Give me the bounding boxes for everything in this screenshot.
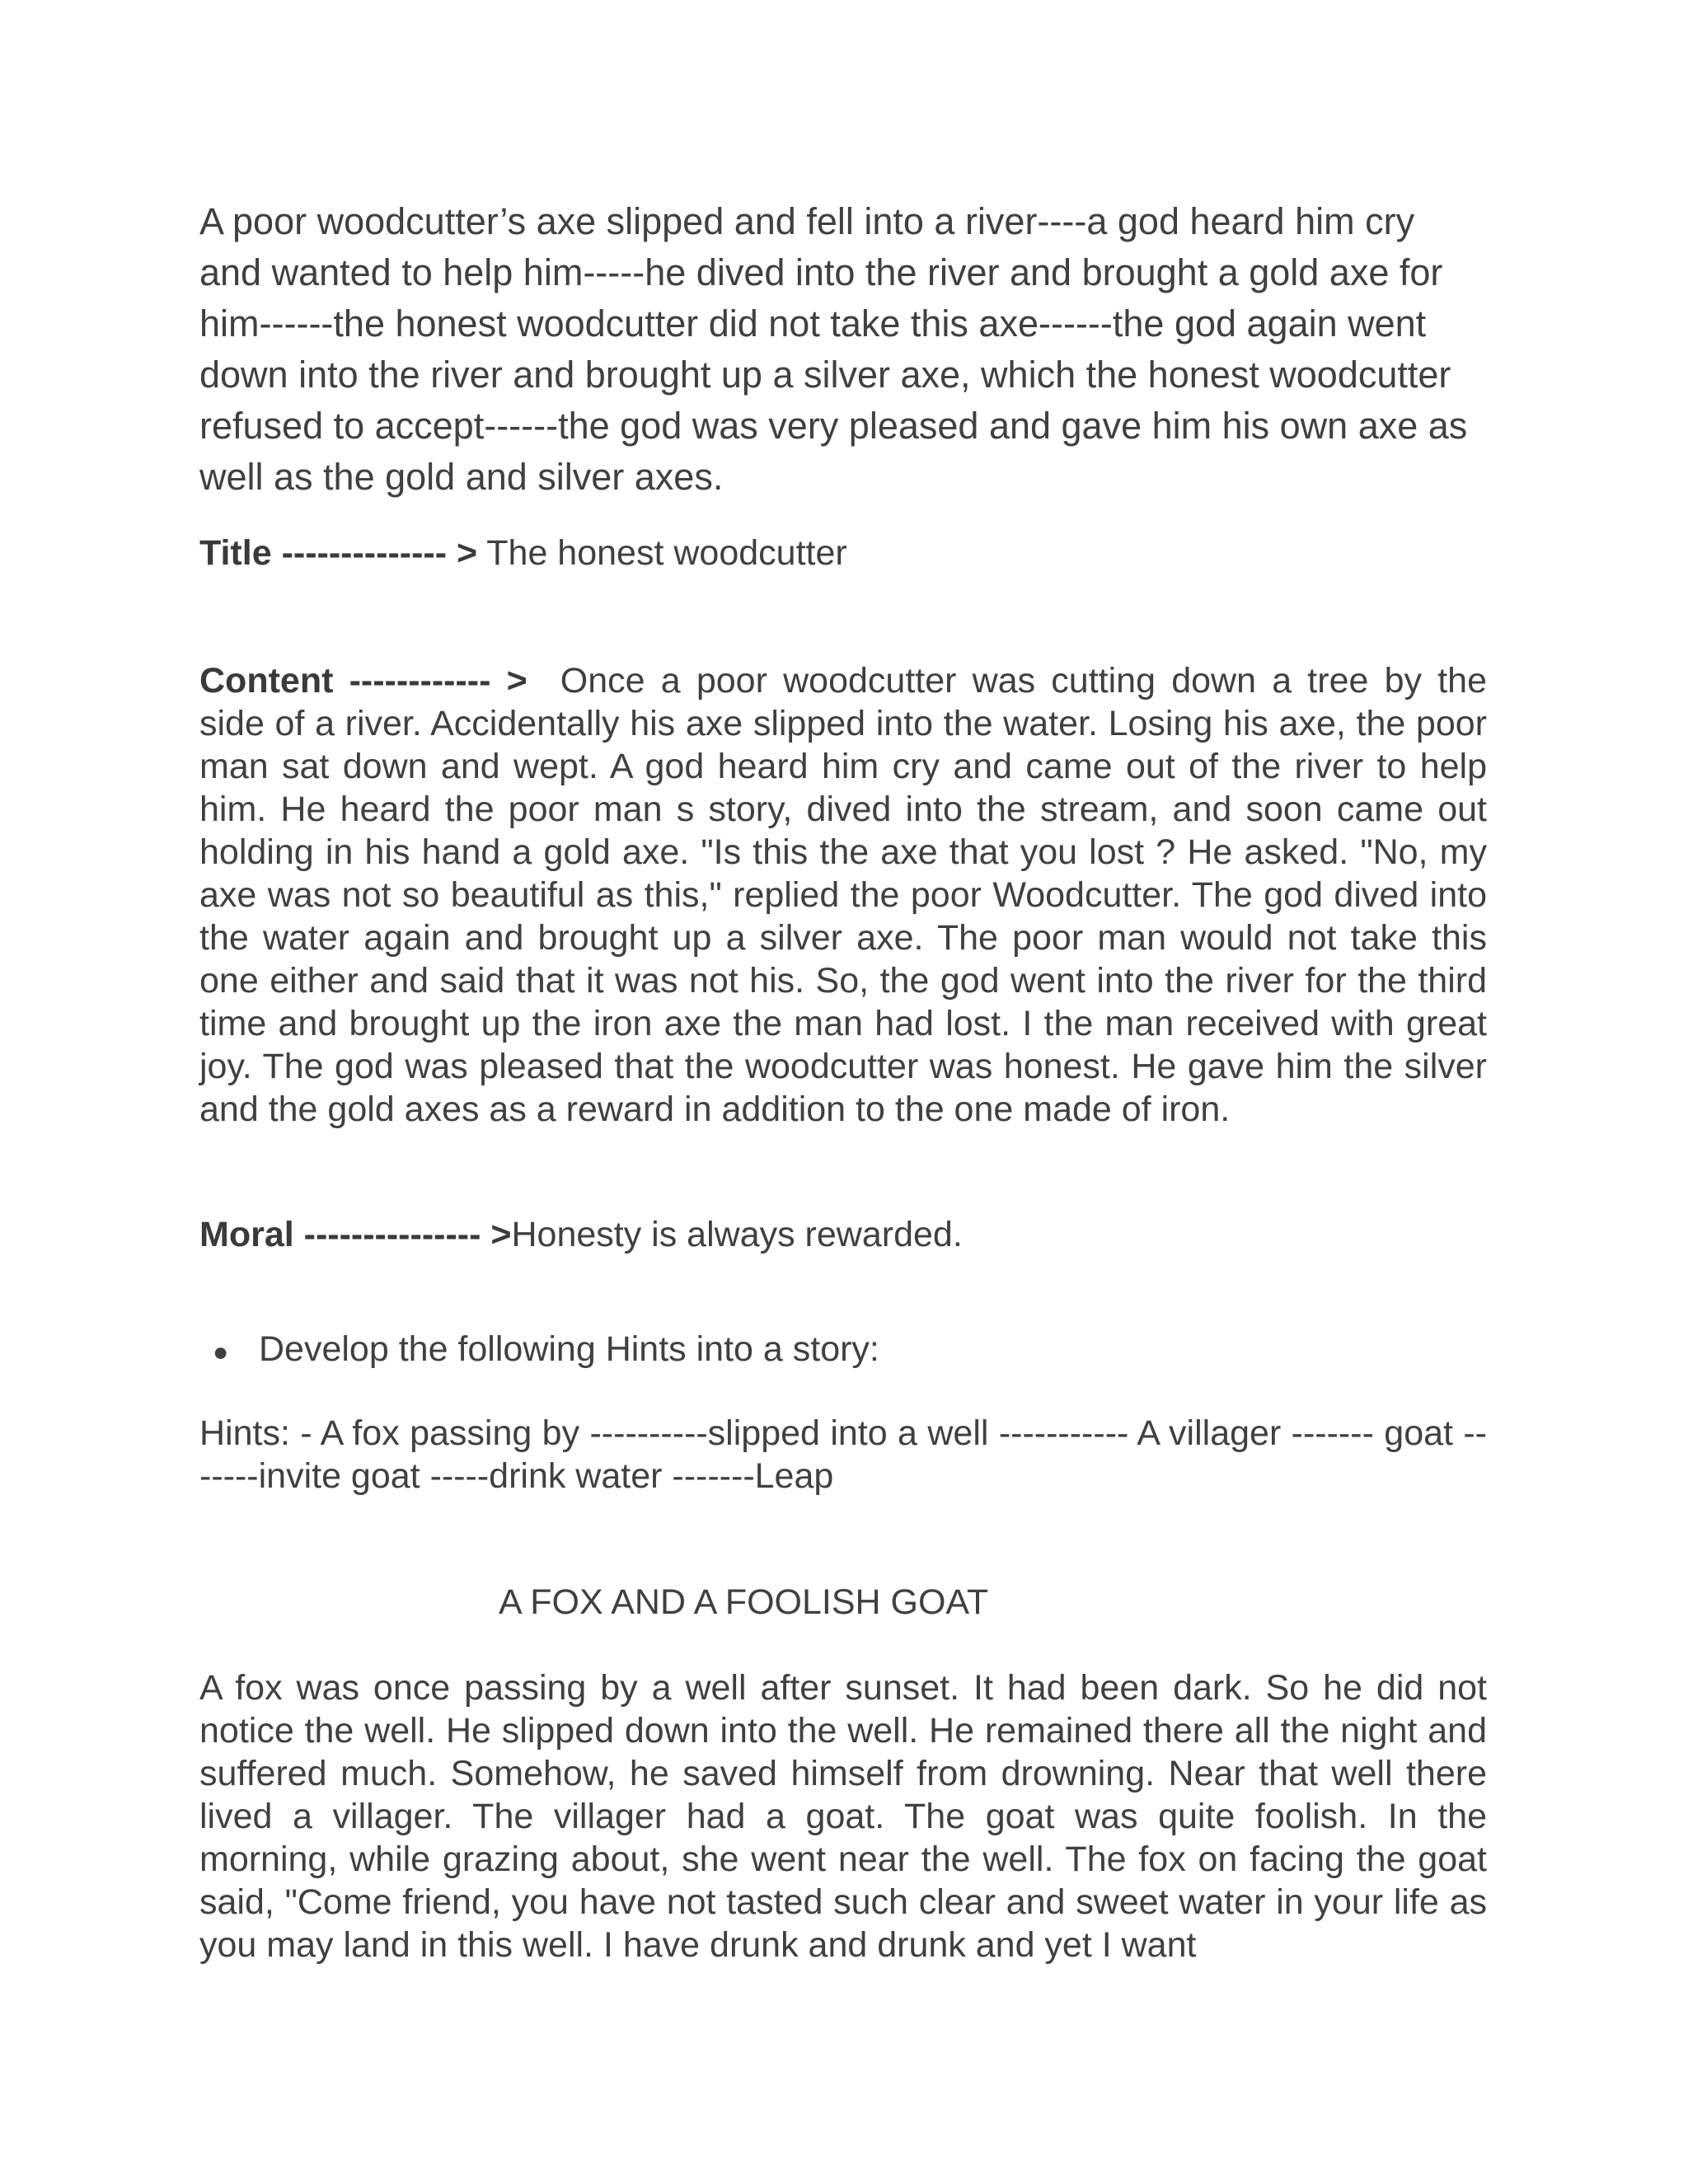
intro-paragraph: A poor woodcutter’s axe slipped and fell into a river----a god heard him cry and wanted to help him-----he dived into the river and brought a gold axe for him------the honest woodcutter did not take this axe------the god again went down into the river and brought up a silver axe, which the honest woodcutter refused to accept------the god was very pleased and gave him his own axe as well as the gold and silver axes. [199, 200, 1468, 498]
moral-label: Moral --------------- > [199, 1215, 512, 1254]
hints-paragraph: Hints: - A fox passing by ----------slipped into a well ----------- A villager ------- goat -------invite goat -----drink water -------Leap [199, 1413, 1487, 1496]
moral-value: Honesty is always rewarded. [511, 1215, 963, 1254]
content-paragraph [199, 659, 1487, 1131]
story-title: A FOX AND A FOOLISH GOAT [499, 1582, 989, 1622]
title-label: Title -------------- > [199, 533, 478, 573]
story-paragraph: A fox was once passing by a well after sunset. It had been dark. So he did not notice the well. He slipped down into the well. He remained there all the night and suffered much. Somehow, he saved himself from drowning. Near that well there lived a villager. The villager had a goat. The goat was quite foolish. In the morning, while grazing about, she went near the well. The fox on facing the goat said, "Come friend, you have not tasted such clear and sweet water in your life as you may land in this well. I have drunk and drunk and yet I want [199, 1668, 1487, 1965]
content-text: Once a poor woodcutter was cutting down a tree by the side of a river. Accidentally his axe slipped into the water. Losing his axe, the poor man sat down and wept. A god heard him cry and came out of the river to help him. He heard the poor man s story, dived into the stream, and soon came out holding in his hand a gold axe. "Is this the axe that you lost ? He asked. "No, my axe was not so beautiful as this," replied the poor Woodcutter. The god dived into the water again and brought up a silver axe. The poor man would not take this one either and said that it was not his. So, the god went into the river for the third time and brought up the iron axe the man had lost. I the man received with great joy. The god was pleased that the woodcutter was honest. He gave him the silver and the gold axes as a reward in addition to the one made of iron. [199, 661, 1487, 1129]
title-value: The honest woodcutter [486, 533, 847, 573]
bullet-text: Develop the following Hints into a story: [259, 1329, 879, 1369]
bullet-item [213, 1328, 1482, 1373]
moral-line [199, 1213, 1487, 1256]
bullet-dot-icon: ● [213, 1337, 229, 1366]
content-label: Content ------------ > [199, 661, 528, 701]
title-line [199, 532, 1487, 574]
